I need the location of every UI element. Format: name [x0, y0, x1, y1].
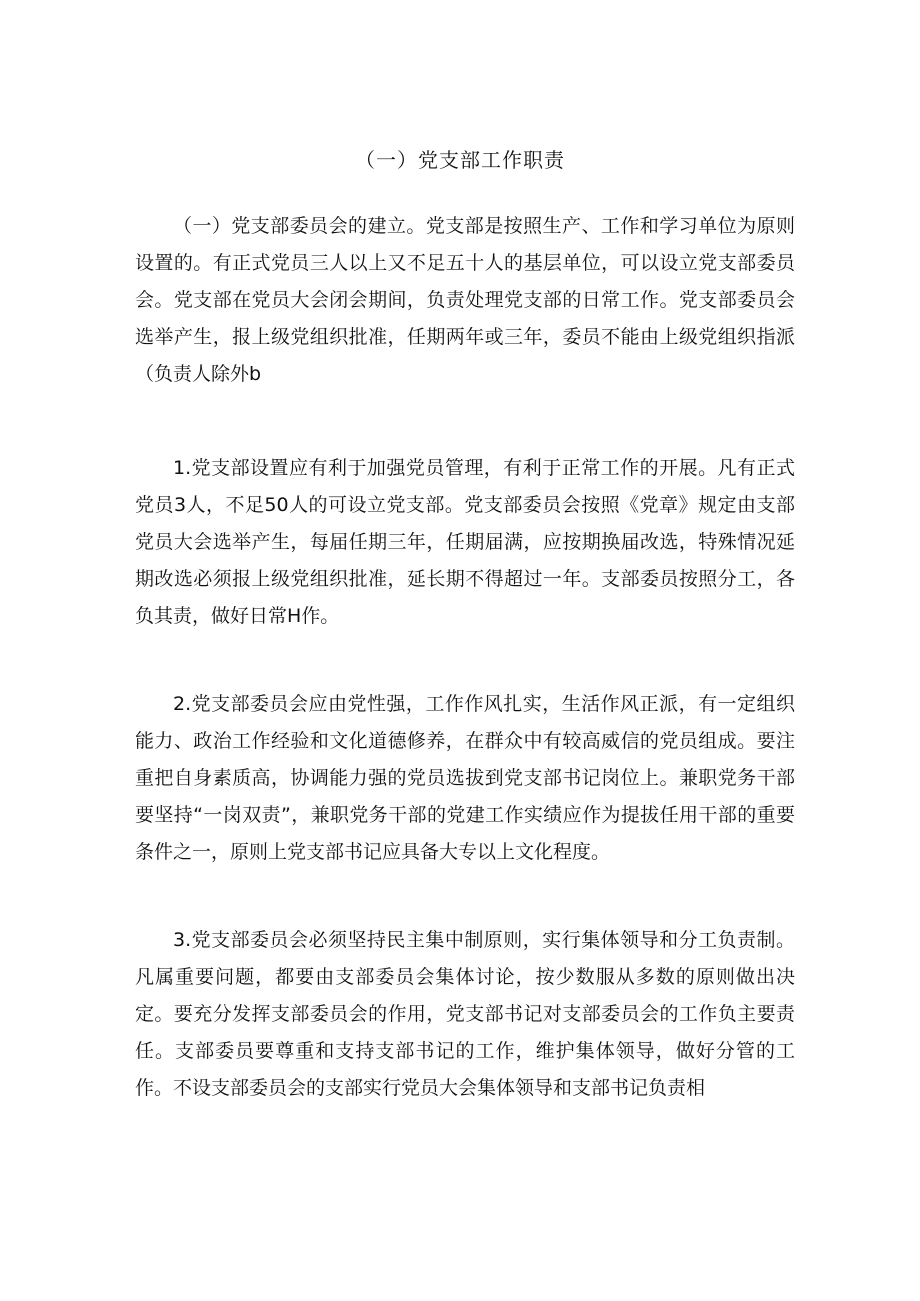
paragraph-item-3: 3.党支部委员会必须坚持民主集中制原则，实行集体领导和分工负责制。凡属重要问题，都要由支部委员会集体讨论，按少数服从多数的原则做出决定。要充分发挥支部委员会的作用，党支部书记对支部委员会的工作负主要责任。支部委员要尊重和支持支部书记的工作，维护集体领导，做好分管的工作。不设支部委员会的支部实行党员大会集体领导和支部书记负责相	[135, 929, 795, 1099]
paragraph-committee-establishment: （一）党支部委员会的建立。党支部是按照生产、工作和学习单位为原则设置的。有正式党员三人以上又不足五十人的基层单位，可以设立党支部委员会。党支部在党员大会闭会期间，负责处理党支部的日常工作。党支部委员会选举产生，报上级党组织批准，任期两年或三年，委员不能由上级党组织指派（负责人除外b	[135, 215, 795, 385]
page-title: （一）党支部工作职责	[355, 148, 565, 172]
paragraph-item-1: 1.党支部设置应有利于加强党员管理，有利于正常工作的开展。凡有正式党员3人，不足50人的可设立党支部。党支部委员会按照《党章》规定由支部党员大会选举产生，每届任期三年，任期届满，应按期换届改选，特殊情况延期改选必须报上级党组织批准，延长期不得超过一年。支部委员按照分工，各负其责，做好日常H作。	[135, 457, 795, 627]
paragraph-item-2: 2.党支部委员会应由党性强，工作作风扎实，生活作风正派，有一定组织能力、政治工作经验和文化道德修养，在群众中有较高威信的党员组成。要注重把自身素质高，协调能力强的党员选拔到党支部书记岗位上。兼职党务干部要坚持“一岗双责”，兼职党务干部的党建工作实绩应作为提拔任用干部的重要条件之一，原则上党支部书记应具备大专以上文化程度。	[135, 693, 795, 863]
